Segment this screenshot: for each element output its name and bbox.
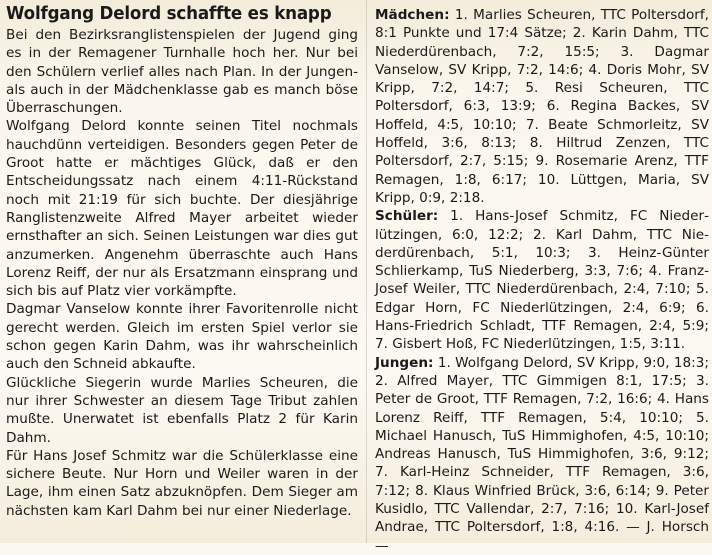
section-label-jungen: Jungen:: [375, 354, 434, 371]
right-column: [375, 6, 709, 555]
headline: Wolfgang Delord schaffte es knapp: [6, 4, 332, 24]
results-schueler-text: 1. Hans-Josef Schmitz, FC Niederlützingen, 6:0, 12:2; 2. Karl Dahm, TTC Niederdürenbach, 5:1, 10:3; 3. Heinz-Günter Schlierkamp, TuS Niederberg, 3:3, 7:6; 4. Franz-Josef Weiler, TTC Niederdürenbach, 2:4, 7:10; 5. Edgar Horn, FC Niederlützingen, 2:4, 6:9; 6. Hans-Friedrich Schladt, TTF Remagen, 2:4, 5:9; 7. Gisbert Hoß, FC Niederlützingen, 1:5, 3:11.: [375, 208, 709, 353]
left-column: [6, 2, 358, 520]
results-maedchen-text: 1. Marlies Scheuren, TTC Poltersdorf, 8:1 Punkte und 17:4 Sätze; 2. Karin Dahm, TTC Niederdürenbach, 7:2, 15:5; 3. Dagmar Vanselow, SV Kripp, 7:2, 14:6; 4. Doris Mohr, SV Kripp, 7:2, 14:7; 5. Resi Scheuren, TTC Poltersdorf, 6:3, 13:9; 6. Regina Backes, SV Hoffeld, 4:5, 10:10; 7. Beate Schmorleitz, SV Hoffeld, 3:6, 8:13; 8. Hiltrud Zenzen, TTC Poltersdorf, 2:7, 5:15; 9. Rosemarie Arenz, TTF Remagen, 1:8, 6:17; 10. Lüttgen, Maria, SV Kripp, 0:9, 2:18.: [375, 7, 709, 206]
section-label-maedchen: Mädchen:: [375, 7, 450, 23]
paragraph-jungen: Wolfgang Delord konnte seinen Titel nochmals hauchdünn verteidigen. Besonders gegen Peter de Groot hatte er mächtiges Glück, daß er den Entscheidungssatz nach einem 4:11-Rückstand noch mit 21:19 für sich buchte. Der diesjährige Ranglistenzweite Alfred Mayer arbeitet wieder ernsthafter an sich. Seinen Leistungen war dies gut anzumerken. Angenehm überraschte auch Hans Lorenz Reiff, der nur als Ersatzmann einsprang und sich bis auf Platz vier vorkämpfte.: [6, 118, 358, 300]
results-list: [375, 6, 709, 555]
paragraph-schueler: Für Hans Josef Schmitz war die Schülerklasse eine sichere Beute. Nur Horn und Weiler waren in der Lage, ihm einen Satz abzuknöpfen. Dem Sieger am nächsten kam Karl Dahm bei nur einer Niederlage.: [6, 447, 358, 519]
results-jungen-text: 1. Wolfgang Delord, SV Kripp, 9:0, 18:3; 2. Alfred Mayer, TTC Gimmigen 8:1, 17:5; 3. Peter de Groot, TTF Remagen, 7:2, 16:6; 4. Hans Lorenz Reiff, TTF Remagen, 5:4, 10:10; 5. Michael Hanusch, TuS Himmighofen, 4:5, 10:10; Andreas Hanusch, TuS Himmighofen, 3:6, 9:12; 7. Karl-Heinz Schneider, TTF Remagen, 3:6, 7:12; 8. Klaus Winfried Brück, 3:6, 6:14; 9. Peter Kusidlo, TTC Vallendar, 2:7, 7:16; 10. Karl-Josef Andrae, TTC Poltersdorf, 1:8, 4:16.: [375, 354, 709, 536]
column-divider: [366, 0, 367, 543]
results-maedchen: [375, 6, 709, 207]
article-body: [6, 26, 358, 520]
paragraph-vanselow: Dagmar Vanselow konnte ihrer Favoritenrolle nicht gerecht werden. Gleich im ersten Spiel verlor sie schon gegen Karin Dahm, was ihr wahrscheinlich auch den Schneid abkaufte.: [6, 301, 358, 373]
results-jungen: [375, 354, 709, 555]
section-label-schueler: Schüler:: [375, 208, 439, 225]
paragraph-intro: Bei den Bezirksranglistenspielen der Jugend ging es in der Remagener Turnhalle hoch her. Nur bei den Schülern verlief alles nach Plan. In der Jungen- als auch in der Mädchenklasse gab es manch böse Überraschungen.: [6, 27, 358, 117]
paragraph-siegerin: Glückliche Siegerin wurde Marlies Scheuren, die nur ihrer Schwester an diesem Tage Tribut zahlen mußte. Unerwatet ist ebenfalls Platz 2 für Karin Dahm.: [6, 374, 358, 446]
author-byline: — J. Horsch —: [375, 519, 709, 554]
results-schueler: [375, 207, 709, 353]
